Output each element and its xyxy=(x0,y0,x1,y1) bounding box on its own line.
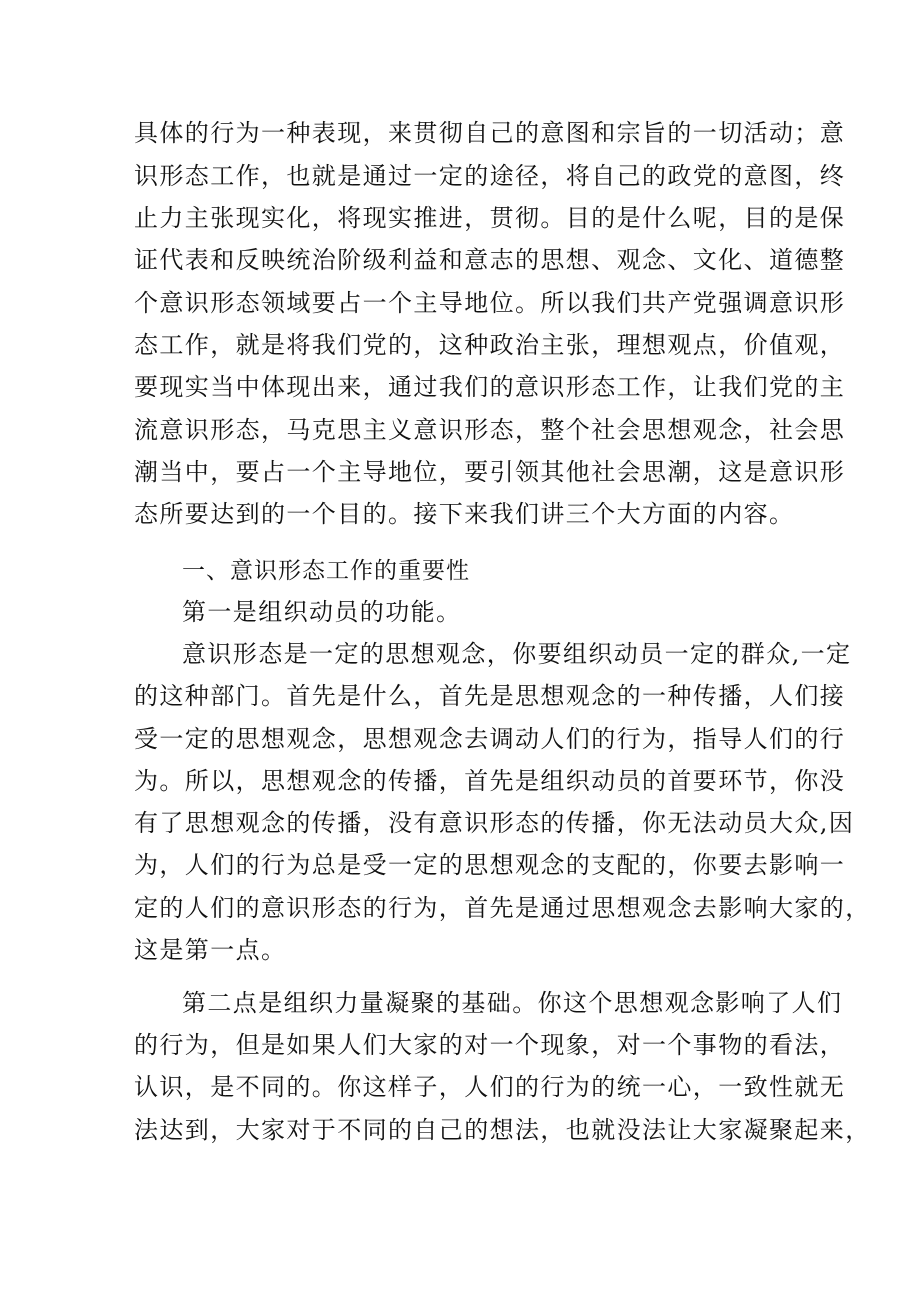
paragraph-1-line: 潮当中，要占一个主导地位，要引领其他社会思潮，这是意识形 xyxy=(134,458,846,486)
paragraph-3-line: 的行为，但是如果人们大家的对一个现象，对一个事物的看法， xyxy=(134,1031,846,1059)
paragraph-2-line: 的这种部门。首先是什么，首先是思想观念的一种传播，人们接 xyxy=(134,682,846,710)
subheading: 第一是组织动员的功能。 xyxy=(182,598,462,626)
paragraph-2-line: 意识形态是一定的思想观念，你要组织动员一定的群众,一定 xyxy=(182,640,852,668)
paragraph-1-line: 证代表和反映统治阶级利益和意志的思想、观念、文化、道德整 xyxy=(134,246,846,274)
paragraph-1-line: 要现实当中体现出来，通过我们的意识形态工作，让我们党的主 xyxy=(134,373,846,401)
paragraph-2-line: 为。所以，思想观念的传播，首先是组织动员的首要环节，你没 xyxy=(134,767,846,795)
paragraph-1-line: 态工作，就是将我们党的，这种政治主张，理想观点，价值观， xyxy=(134,331,846,359)
paragraph-1-line: 个意识形态领域要占一个主导地位。所以我们共产党强调意识形 xyxy=(134,289,846,317)
paragraph-1-line: 流意识形态，马克思主义意识形态，整个社会思想观念，社会思 xyxy=(134,416,846,444)
paragraph-2-line: 受一定的思想观念，思想观念去调动人们的行为，指导人们的行 xyxy=(134,725,846,753)
paragraph-2-line: 定的人们的意识形态的行为，首先是通过思想观念去影响大家的， xyxy=(134,894,871,922)
paragraph-2-line: 为，人们的行为总是受一定的思想观念的支配的，你要去影响一 xyxy=(134,851,846,879)
paragraph-3-line: 认识，是不同的。你这样子，人们的行为的统一心，一致性就无 xyxy=(134,1073,846,1101)
paragraph-1-line: 态所要达到的一个目的。接下来我们讲三个大方面的内容。 xyxy=(134,500,795,528)
paragraph-3-line: 第二点是组织力量凝聚的基础。你这个思想观念影响了人们 xyxy=(182,989,843,1017)
paragraph-2-line: 这是第一点。 xyxy=(134,936,287,964)
paragraph-1-line: 识形态工作，也就是通过一定的途径，将自己的政党的意图，终 xyxy=(134,162,846,190)
paragraph-3-line: 法达到，大家对于不同的自己的想法，也就没法让大家凝聚起来， xyxy=(134,1116,871,1144)
paragraph-1-line: 止力主张现实化，将现实推进，贯彻。目的是什么呢，目的是保 xyxy=(134,204,846,232)
paragraph-1-line: 具体的行为一种表现，来贯彻自己的意图和宗旨的一切活动；意 xyxy=(134,119,846,147)
paragraph-2-line: 有了思想观念的传播，没有意识形态的传播，你无法动员大众,因 xyxy=(134,809,855,837)
section-heading: 一、意识形态工作的重要性 xyxy=(182,558,470,584)
